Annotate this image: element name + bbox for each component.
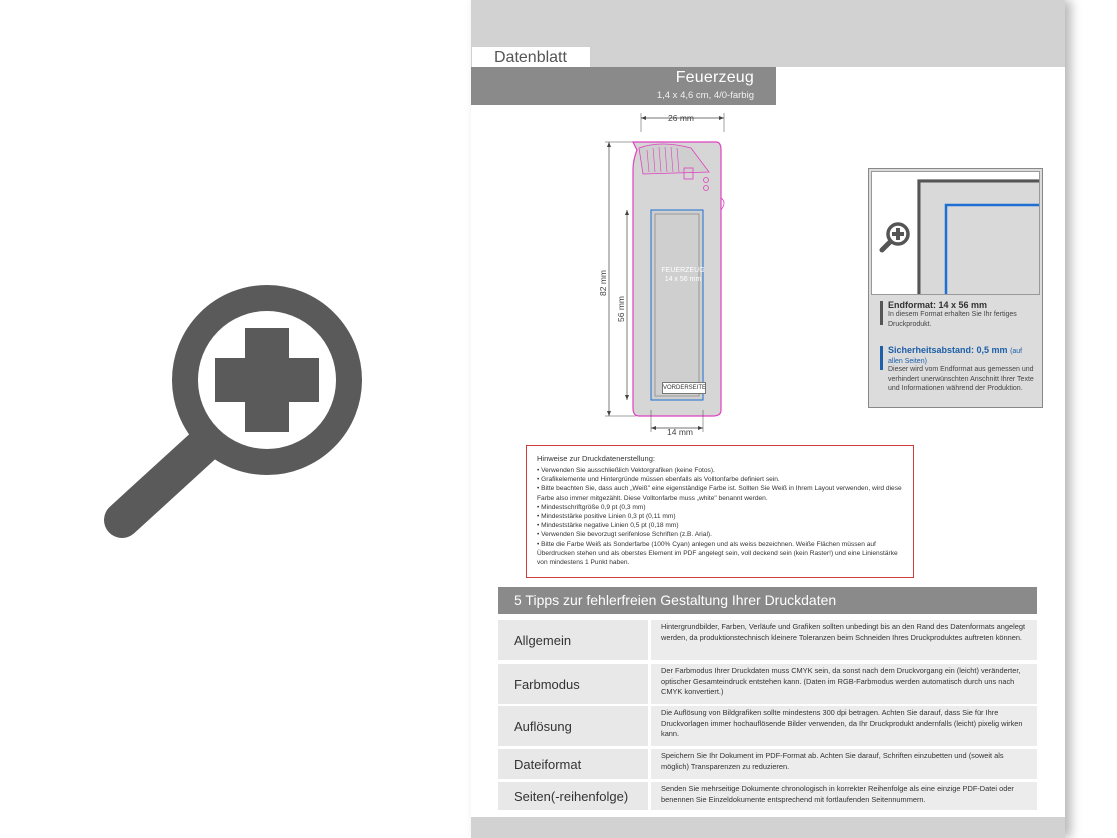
note-item: • Mindestschriftgröße 0,9 pt (0,3 mm) [537,503,903,512]
zoom-in-icon[interactable] [100,280,370,550]
tip-label: Auflösung [498,706,648,746]
safety-heading: Sicherheitsabstand: 0,5 mm [888,345,1008,355]
print-area-name: FEUERZEUG [661,267,705,274]
tip-label: Dateiformat [498,749,648,779]
zoom-in-icon[interactable] [878,220,912,254]
tip-row-dateiformat [498,749,1037,779]
tip-row-seitenreihenfolge [498,782,1037,810]
tip-label: Farbmodus [498,664,648,704]
tip-label: Seiten(-reihenfolge) [498,782,648,810]
product-subtitle: 1,4 x 4,6 cm, 4/0-farbig [656,90,754,101]
legend-endformat [880,300,1035,329]
note-item: • Bitte beachten Sie, dass auch „Weiß" eine eigenständige Farbe ist. Sollten Sie Weiß in Ihrem Layout verwenden, wird diese Farbe also immer mitgezählt. Diese Volltonfarbe muss „white" benannt werden. [537,484,903,502]
note-item: • Verwenden Sie bevorzugt serifenlose Schriften (z.B. Arial). [537,530,903,539]
front-side-label: VORDERSEITE [662,382,706,394]
safety-hint: (auf allen Seiten) [888,348,1023,365]
print-notes-title: Hinweise zur Druckdatenerstellung: [537,454,655,463]
note-item: • Verwenden Sie ausschließlich Vektorgrafiken (keine Fotos). [537,466,903,475]
product-title-bar [471,67,776,105]
tip-row-farbmodus [498,664,1037,704]
tip-text: Der Farbmodus Ihrer Druckdaten muss CMYK sein, da sonst nach dem Druckvorgang ein (leicht) veränderter, optischer Gesamteindruck entstehen kann. (Daten im RGB-Farbmodus werden automatisch durch uns nach CMYK konvertiert.) [651,664,1037,704]
sheet-footer-band [471,817,1065,838]
datasheet-tab: Datenblatt [471,46,591,68]
dim-width-top: 26 mm [668,113,694,123]
print-notes-box [526,445,914,578]
format-legend [868,168,1043,408]
print-notes-list [537,466,903,567]
tip-text: Senden Sie mehrseitige Dokumente chronologisch in korrekter Reihenfolge als eine einzige PDF-Datei oder benennen Sie Einzeldokumente entsprechend mit fortlaufenden Seitennummern. [651,782,1037,810]
datasheet-page [471,0,1065,838]
print-area-size: 14 x 56 mm [664,276,702,283]
legend-safety [880,345,1035,394]
dim-height-print: 56 mm [616,296,626,322]
tip-text: Hintergrundbilder, Farben, Verläufe und Grafiken sollten unbedingt bis an den Rand des Datenformats angelegt werden, da produktionstechnisch kleinere Toleranzen beim Schneiden Ihres Druckproduktes auftreten können. [651,620,1037,660]
tip-row-aufloesung [498,706,1037,746]
tips-header: 5 Tipps zur fehlerfreien Gestaltung Ihrer Druckdaten [498,587,1037,614]
note-item: • Grafikelemente und Hintergründe müssen ebenfalls als Volltonfarbe definiert sein. [537,475,903,484]
note-item: • Mindeststärke positive Linien 0,3 pt (0,11 mm) [537,512,903,521]
endformat-heading: Endformat: 14 x 56 mm [888,300,988,310]
tip-text: Die Auflösung von Bildgrafiken sollte mindestens 300 dpi betragen. Achten Sie darauf, dass Sie für Ihre Druckvorlagen immer hochauflösende Bilder verwenden, da Ihr Druckprodukt andernfalls (leicht) pixelig wirken kann. [651,706,1037,746]
tip-row-allgemein [498,620,1037,660]
legend-preview[interactable] [871,171,1040,295]
dim-height-total: 82 mm [598,270,608,296]
note-item: • Mindeststärke negative Linien 0,5 pt (0,18 mm) [537,521,903,530]
dim-width-bottom: 14 mm [667,427,693,437]
note-item: • Bitte die Farbe Weiß als Sonderfarbe (100% Cyan) anlegen und als weiss bezeichnen. Weiße Flächen müssen auf Überdrucken stehen und als oberstes Element im PDF angelegt sein, voll deckend sein (kein Raster!) und eine Linienstärke von mindestens 1 Punkt haben. [537,540,903,568]
product-title: Feuerzeug [675,69,754,86]
tip-text: Speichern Sie Ihr Dokument im PDF-Format ab. Achten Sie darauf, Schriften einzubetten und (soweit als möglich) Transparenzen zu reduzieren. [651,749,1037,779]
tip-label: Allgemein [498,620,648,660]
print-area-label [657,266,709,284]
endformat-text: In diesem Format erhalten Sie Ihr fertiges Druckprodukt. [888,311,1017,328]
safety-text: Dieser wird vom Endformat aus gemessen und verhindert unerwünschten Anschnitt Ihrer Texte und Informationen während der Produktion. [888,366,1034,392]
